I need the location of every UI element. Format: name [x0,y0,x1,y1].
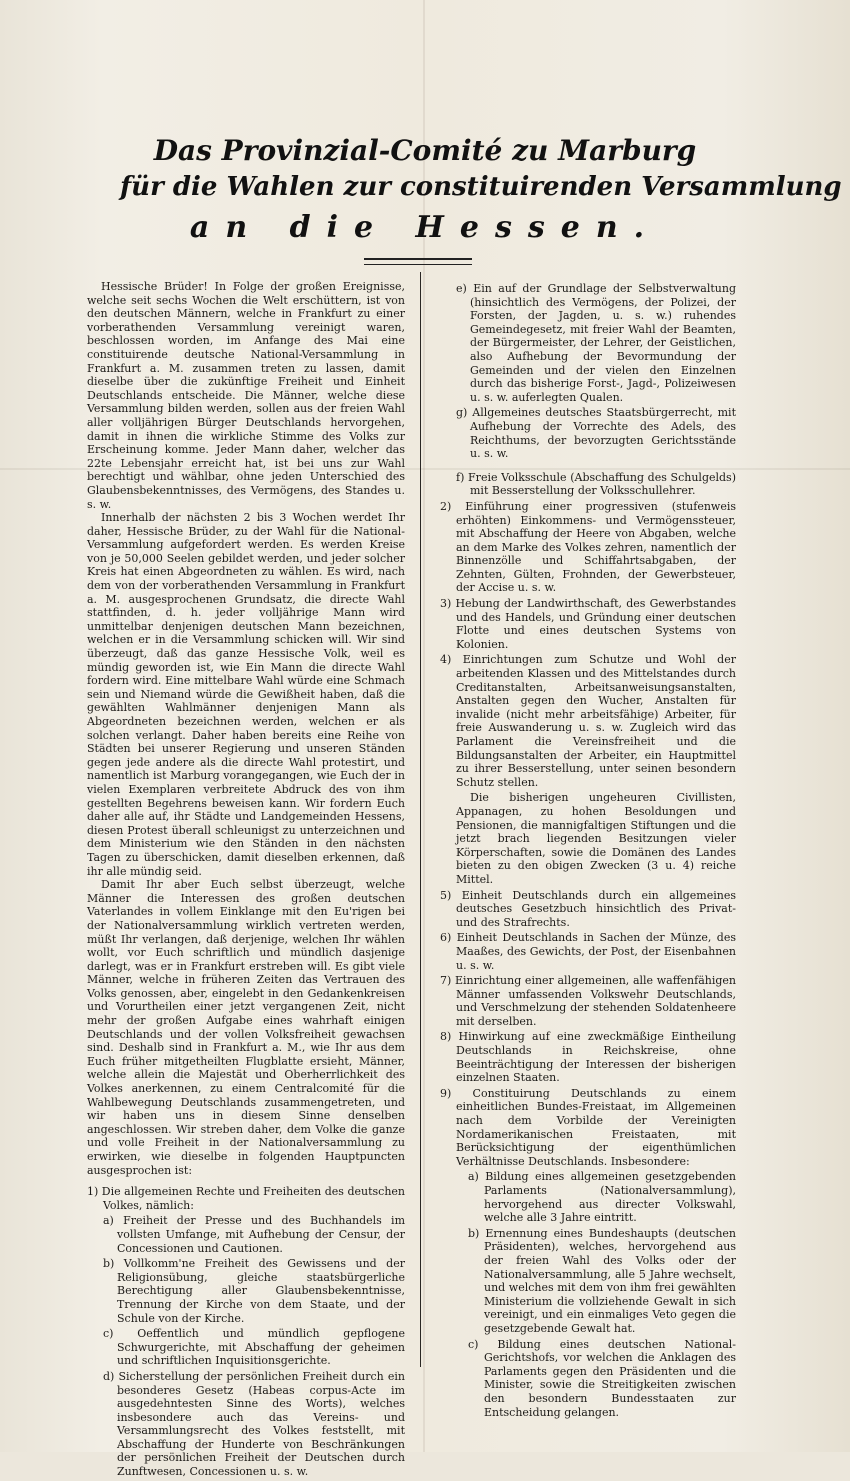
list-item-8: 8) Hinwirkung auf eine zweckmäßige Eintheilung Deutschlands in Reichskreise, ohne Beeinträchtigung der Interessen der bisherigen einzelnen Staaten. [440,1030,736,1085]
list-item-1f: f) Freie Volksschule (Abschaffung des Schulgelds) mit Besserstellung der Volksschullehrer. [456,470,736,498]
title-line-1: Das Provinzial-Comité zu Marburg [153,134,697,167]
list-item-4: 4) Einrichtungen zum Schutze und Wohl der arbeitenden Klassen und des Mittelstandes durch Creditanstalten, Arbeitsanweisungsanstalten, Anstalten gegen den Wucher, Anstalten für invalide (nicht mehr arbeitsfähige) Arbeiter, für freie Auswanderung u. s. w. Zugleich wird das Parlament die Vereinsfreiheit und die Bildungsanstalten der Arbeiter, ein Hauptmittel zu ihrer Besserstellung, unter seinen besondern Schutz stellen. [440,653,736,789]
list-item-1b: b) Vollkomm'ne Freiheit des Gewissens und der Religionsübung, gleiche staatsbürgerliche Berechtigung aller Glaubensbekenntnisse, Trennung der Kirche von dem Staate, und der Schule von der Kirche. [103,1257,405,1325]
list-item-1c: c) Oeffentlich und mündlich gepflogene Schwurgerichte, mit Abschaffung der geheimen und schriftlichen Inquisitionsgerichte. [103,1327,405,1368]
list-item-9a: a) Bildung eines allgemeinen gesetzgebenden Parlaments (Nationalversammlung), hervorgehend aus directer Volkswahl, welche alle 3 Jahre eintritt. [468,1170,736,1225]
list-item-5: 5) Einheit Deutschlands durch ein allgemeines deutsches Gesetzbuch hinsichtlich des Privat- und des Strafrechts. [440,888,736,929]
list-item-1g: g) Allgemeines deutsches Staatsbürgerrecht, mit Aufhebung der Vorrechte des Adels, des Reichthums, der bevorzugten Gerichtsstände u. s. w. [456,406,736,461]
list-item-9: 9) Constituirung Deutschlands zu einem einheitlichen Bundes-Freistaat, im Allgemeinen nach dem Vorbilde der Vereinigten Nordamerikanischen Freistaaten, mit Berücksichtigung der eigenthümlichen Verhältnisse Deutschlands. Insbesondere: [440,1086,736,1168]
list-item-4-continued: Die bisherigen ungeheuren Civillisten, Appanagen, zu hohen Besoldungen und Pensionen, die mannigfaltigen Stiftungen und die jetzt brach liegenden Besitzungen vieler Körperschaften, sowie die Domänen des Landes bieten zu den obigen Zwecken (3 u. 4) reiche Mittel. [456,791,736,886]
list-item-6: 6) Einheit Deutschlands in Sachen der Münze, des Maaßes, des Gewichts, der Post, der Eisenbahnen u. s. w. [440,931,736,972]
right-column [440,280,736,1421]
left-column [87,280,405,1481]
election-paragraph: Innerhalb der nächsten 2 bis 3 Wochen werdet Ihr daher, Hessische Brüder, zu der Wahl für die National-Versammlung aufgefordert werden. Es werden Kreise von je 50,000 Seelen gebildet werden, und jeder solcher Kreis hat einen Abgeordneten zu wählen. Es wird, nach dem von der vorberathenden Versammlung in Frankfurt a. M. ausgesprochenen Grundsatz, die directe Wahl stattfinden, d. h. jeder volljährige Mann wird unmittelbar denjenigen deutschen Mann bezeichnen, welchen er in die Versammlung schicken will. Wir sind überzeugt, daß das ganze Hessische Volk, weil es mündig geworden ist, wie Ein Mann die directe Wahl fordern wird. Eine mittelbare Wahl würde eine Schmach sein und Niemand würde die Gewißheit haben, daß die gewählten Wahlmänner denjenigen Mann als Abgeordneten bezeichnen werden, welchen er als solchen verlangt. Daher haben bereits eine Reihe von Städten bei unserer Regierung und unseren Ständen gegen jede andere als die directe Wahl protestirt, und namentlich ist Marburg vorangegangen, wie Euch der in vielen Exemplaren verbreitete Abdruck des von ihm gestellten Begehrens beweisen kann. Wir fordern Euch daher alle auf, ihr Städte und Landgemeinden Hessens, diesen Protest überall schleunigst zu unterzeichnen und dem Ministerium wie den Ständen in den nächsten Tagen zu überschicken, damit dieselben erkennen, daß ihr alle mündig seid. [87,511,405,878]
candidates-paragraph: Damit Ihr aber Euch selbst überzeugt, welche Männer die Interessen des großen deutschen Vaterlandes in vollem Einklange mit den Eu'rigen bei der Nationalversammlung wirklich vertreten werden, müßt Ihr verlangen, daß derjenige, welchen Ihr wählen wollt, vor Euch schriftlich und mündlich dasjenige darlegt, was er in Frankfurt erstreben will. Es gibt viele Männer, welche in früheren Zeiten das Vertrauen des Volks genossen, aber, eingelebt in den Gedankenkreisen und Vorurtheilen einer jetzt vergangenen Zeit, nicht mehr der großen Aufgabe eines wahrhaft einigen Deutschlands und der vollen Volksfreiheit gewachsen sind. Deshalb sind in Frankfurt a. M., wie Ihr aus dem Euch früher mitgetheilten Flugblatte ersieht, Männer, welche allein die Majestät und Oberherrlichkeit des Volkes anerkennen, zu einem Centralcomité für die Wahlbewegung Deutschlands zusammengetreten, und wir haben uns in diesem Sinne denselben angeschlossen. Wir streben daher, dem Volke die ganze und volle Freiheit in der Nationalversammlung zu erwirken, wie dieselbe in folgenden Hauptpuncten ausgesprochen ist: [87,878,405,1177]
list-item-1d: d) Sicherstellung der persönlichen Freiheit durch ein besonderes Gesetz (Habeas corpus-Acte im ausgedehntesten Sinne des Worts), welches insbesondere auch das Vereins- und Versammlungsrecht des Volkes feststellt, mit Abschaffung der Hunderte von Beschränkungen der persönlichen Freiheit der Deutschen durch Zunftwesen, Concessionen u. s. w. [103,1369,405,1479]
title-rule [364,258,472,265]
column-divider [420,272,421,1367]
list-item-1: 1) Die allgemeinen Rechte und Freiheiten des deutschen Volkes, nämlich: [87,1185,405,1212]
list-item-9c: c) Bildung eines deutschen National-Gerichtshofs, vor welchen die Anklagen des Parlaments gegen den Präsidenten und die Minister, sowie die Streitigkeiten zwischen den besondern Bundesstaaten zur Entscheidung gelangen. [468,1337,736,1419]
list-item-1a: a) Freiheit der Presse und des Buchhandels im vollsten Umfange, mit Aufhebung der Censur, der Concessionen und Cautionen. [103,1214,405,1255]
list-item-3: 3) Hebung der Landwirthschaft, des Gewerbstandes und des Handels, und Gründung einer deutschen Flotte und eines deutschen Systems von Kolonien. [440,597,736,651]
intro-paragraph: Hessische Brüder! In Folge der großen Ereignisse, welche seit sechs Wochen die Welt erschüttern, ist von den deutschen Männern, welche in Frankfurt zu einer vorberathenden Versammlung vereinigt waren, beschlossen worden, im Anfange des Mai eine constituirende deutsche National-Versammlung in Frankfurt a. M. zusammen treten zu lassen, damit dieselbe über die zukünftige Freiheit und Einheit Deutschlands entscheide. Die Männer, welche diese Versammlung bilden werden, sollen aus der freien Wahl aller volljährigen Bürger Deutschlands hervorgehen, damit in ihnen die wirkliche Stimme des Volks zur Erscheinung komme. Jeder Mann daher, welcher das 22te Lebensjahr erreicht hat, ist bei uns zur Wahl berechtigt und wählbar, ohne jeden Unterschied des Glaubensbekenntnisses, des Vermögens, des Standes u. s. w. [87,280,405,511]
list-item-1e: e) Ein auf der Grundlage der Selbstverwaltung (hinsichtlich des Vermögens, der Polizei, der Forsten, der Jagden, u. s. w.) ruhendes Gemeindegesetz, mit freier Wahl der Beamten, der Bürgermeister, der Lehrer, der Geistlichen, also Aufhebung der Bevormundung der Gemeinden und der vielen den Einzelnen durch das bisherige Forst-, Jagd-, Polizeiwesen u. s. w. auferlegten Qualen. [456,282,736,404]
title-line-3: an die Hessen. [189,210,661,245]
list-item-7: 7) Einrichtung einer allgemeinen, alle waffenfähigen Männer umfassenden Volkswehr Deutschlands, und Verschmelzung der stehenden Soldatenheere mit derselben. [440,974,736,1028]
list-item-2: 2) Einführung einer progressiven (stufenweis erhöhten) Einkommens- und Vermögenssteuer, mit Abschaffung der Heere von Abgaben, welche an dem Marke des Volkes zehren, namentlich der Binnenzölle und Schiffahrtsabgaben, der Zehnten, Gülten, Frohnden, der Gewerbsteuer, der Accise u. s. w. [440,499,736,595]
list-item-9b: b) Ernennung eines Bundeshaupts (deutschen Präsidenten), welches, hervorgehend aus der freien Wahl des Volks oder der Nationalversammlung, alle 5 Jahre wechselt, und welches mit dem von ihm frei gewählten Ministerium die vollziehende Gewalt in sich vereinigt, und ein einmaliges Veto gegen die gesetzgebende Gewalt hat. [468,1226,736,1335]
title-line-2: für die Wahlen zur constituirenden Versammlung [120,172,842,202]
